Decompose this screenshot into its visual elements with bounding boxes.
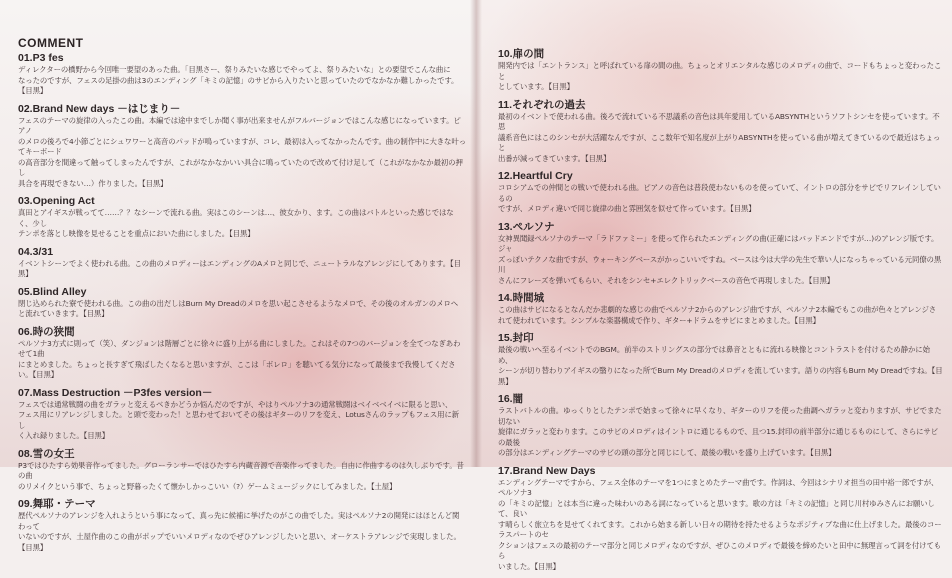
page-gutter [470,0,482,467]
track-description-line: テンポを落とし映像を見せることを重点においた曲にしました。【目黒】 [18,229,255,238]
track-title: 12.Heartful Cry [498,170,573,182]
track-description-line: シーンが切り替わりアイギスの翳りになった所でBurn My Dreadのメロディを流しています。語りの内容もBurn My Dreadですね。【目黒】 [498,366,943,386]
track-description-line: エンディングテーマですから、フェス全体のテーマを1つにまとめたテーマ曲です。作詞は、今回はシナリオ担当の田中裕一郎ですが、ペルソナ3 [498,477,939,497]
track-description-line: の部分はエンディングテーマのサビの頭の部分と同じにして、最後の戦いを盛り上げています。【目黒】 [498,448,836,457]
track-description-line: す晴らしく旅立ちを見せてくれてます。これから始まる新しい日々の期待を持たせるようなポジティブな曲に仕上げました。最後のコーラスパートのセ [498,519,942,539]
track-description-line: イベントシーンでよく使われる曲。この曲のメロディーはエンディングのAメロと同じで、ニュートラルなアレンジにしてあります。【目黒】 [18,258,461,278]
track-title: 06.時の狭間 [18,325,75,338]
track-title: 04.3/31 [18,245,54,258]
track-comment [18,195,466,240]
track-description-line: にまとめました。ちょっと長すぎて飛ばしたくなると思いますが、ここは「ボレロ」を聴いてる気分になって最後まで我慢してください。【目黒】 [18,359,456,379]
track-comment [18,326,466,381]
track-description-line: の高音部分を間違って触ってしまったんですが、これがなかなかいい具合に鳴っていたので改めて付け足して（これがなかなか最初の押し [18,157,463,177]
track-title: 17.Brand New Days [498,464,596,477]
track-description-line: のリメイクという事で、ちょっと野暮ったくて懐かしかっこいい（?）ゲームミュージックにしてみました。【土屋】 [18,481,397,491]
track-description-line: ペルソナ3方式に則って（笑）、ダンジョンは階層ごとに徐々に盛り上がる曲にしました。これはその7つのバージョンを全てつなぎあわせて1曲 [18,338,461,358]
track-title: 09.舞耶・テーマ [18,498,96,510]
track-description-line: 真田とアイギスが戦ってて……？？なシーンで流れる曲。実はこのシーンは…、彼女かり、ます。この曲はバトルといった感じではなく、少し [18,208,454,228]
track-description-line: この曲はサビになるとなんだか悲劇的な感じの曲でペルソナ2からのアレンジ曲ですが、ペルソナ2本編でもこの曲が色々とアレンジさ [498,305,937,314]
right-page [476,0,952,571]
track-description-line: なったのですが、フェスの足掛の曲は3のエンディング「キミの記憶」のサビから入りたいと思っていたのでなかなか難しかったです。【目黒】 [18,75,459,95]
track-comment [498,332,944,387]
comment-heading: COMMENT [18,36,84,50]
track-description-line: いないのですが、土屋作曲のこの曲がポップでいいメロディなのでぜひアレンジしたいと思い、オーケストラアレンジで実現しました。【目黒】 [18,532,461,552]
track-title: 01.P3 fes [18,52,64,64]
track-title: 08.雪の女王 [18,447,75,460]
track-description-line: 出番が減ってきています。【目黒】 [498,153,611,163]
track-description-line: 議系音色にはこのシンセが大活躍なんですが、ここ数年で知名度が上がりABSYNTHを使っている曲が増えてきているので最近はちょっと [498,132,941,152]
track-description-line: 最初のイベントで使われる曲。後ろで流れている不思議系の音色は具年愛用しているABSYNTHというソフトシンセを使っています。不思 [498,111,940,131]
track-description-line: さんにフレーズを弾いてもらい、それをシンセ+エレクトリックベースの音色で再現しました。【目黒】 [498,275,835,285]
track-description-line: フェス用にリアレンジしました。と頭で変わった！と思わせておいてその後はギターのリフを変え、Lotusさんのラップもフェス用に新し [18,410,460,430]
track-description-line: 最後の戦いへ至るイベントでのBGM。前半のストリングスの部分では鼻音とともに流れる映像とコントラストを付けるため静かに始め、 [498,345,930,365]
track-comment [498,292,944,326]
track-title: 10.扉の間 [498,48,545,60]
track-description-line: ズっぽいテクノな曲ですが、ウォーキングベースがかっこいいですね。ベースは今は大学の先生で華い人になっちゃっている元同僚の黒川 [498,254,942,274]
track-description-line: P3ではひたすら効果音作ってました。グローランサーではひたすら内蔵音源で音楽作ってました。自由に作曲するのは久しぶりです。昔の曲 [18,460,464,480]
track-comment [498,99,944,165]
track-description-line: のメロの後ろで4小節ごとにシュワワーと高音のパッドが鳴っていますが、コレ、最初は入ってなかったんです。曲の制作中に大きな叶ってキーボード [18,136,466,156]
track-description-line: フェスでは通常戦闘の曲をガラッと変えるべきかどうか悩んだのですが、やはりペルソナ3の通常戦闘はベイベベイベに限ると思い、 [18,399,453,409]
track-comment [18,448,466,493]
track-description-line: ディレクターの橋野から今回唯一要望のあった曲。「目黒さー、祭りみたいな感じでやってよ、祭りみたいな」との要望でこんな曲に [18,65,451,74]
track-comment [18,498,466,553]
track-description-line: 歴代ペルソナのアレンジを入れようという事になって、真っ先に候補に挙げたのがこの曲でした。実はペルソナ2の開発にはほとんど関わって [18,511,460,531]
track-title: 03.Opening Act [18,195,95,207]
track-comment [498,170,944,215]
track-description-line: 女神異聞録ペルソナのテーマ「ラドファミー」を使って作られたエンディングの曲(正確にはバッドエンドですが…)のアレンジ版です。ジャ [498,233,939,253]
track-title: 16.闇 [498,393,524,405]
track-comment [18,286,466,320]
track-comment [498,393,944,459]
track-comment [18,103,466,190]
track-description-line: 旋律にガラッと変わります。このサビのメロディはイントロに通じるもので、且つ15.封印の前半部分に通じるものにして、さらにサビの最後 [498,427,938,447]
track-description-line: れて使われています。シンプルな楽器構成で作り、ギター+ドラムをサビにまとめました。【目黒】 [498,315,820,325]
track-description-line: ラストバトルの曲。ゆっくりとしたテンポで始まって徐々に早くなり、ギターのリフを使った曲調へガラッと変わりますが、サビでまた切ない [498,406,942,426]
track-description-line: と流れていきます。【目黒】 [18,309,109,318]
track-description-line: ですが、メロディ違いで同じ旋律の曲と雰囲気を似せて作っています。【目黒】 [498,204,756,213]
track-title: 13.ペルソナ [498,220,555,233]
track-description-line: 開発内では「エントランス」と呼ばれている扉の間の曲。ちょっとオリエンタルな感じのメロディの曲で、コードもちょっと変わったこと [498,61,942,81]
left-page [0,0,476,552]
track-comment [498,465,944,573]
track-title: 07.Mass Destruction －P3fes version－ [18,386,213,399]
track-description-line: の「キミの記憶」とは本当に違った味わいのある詞になっていると思います。歌の方は「キミの記憶」と同じ川村ゆみさんにお願いして、良い [498,498,935,518]
track-comment [18,387,466,442]
track-description-line: コロシアムでの仲間との戦いで使われる曲。ピアノの音色は普段使わないものを使っていて、イントロの部分をサビでリフレインしているの [498,183,941,203]
track-description-line: く入れ録りました。【目黒】 [18,431,110,440]
track-comment [18,52,466,97]
track-description-line: クションはフェスの最初のテーマ部分と同じメロディなのですが、ぜひこのメロディで最後を締めたいと田中に無理言って詞を付けてもら [498,540,942,560]
track-title: 14.時間城 [498,292,545,304]
track-comment [18,246,466,280]
track-title: 05.Blind Alley [18,285,87,298]
track-title: 11.それぞれの過去 [498,98,586,111]
track-description-line: いました。【目黒】 [498,561,560,571]
right-comment-column [498,48,944,578]
track-comment [498,221,944,287]
track-description-line: としています。【目黒】 [498,82,574,91]
left-comment-column [18,52,466,559]
track-title: 15.封印 [498,332,534,344]
track-comment [498,48,944,93]
track-title: 02.Brand New days －はじまり－ [18,102,181,115]
track-description-line: 具合を再現できない…）作りました。【目黒】 [18,178,168,188]
track-description-line: 閉じ込められた寮で使われる曲。この曲の出だしはBurn My Dreadのメロを思い起こさせるようなメロで、その後のオルガンのメロへ [18,298,459,308]
track-description-line: フェスのテーマの旋律の入ったこの曲。本編では途中までしか聞く事が出来ませんがフルバージョンではこんな感じになっています。ピアノ [18,115,461,135]
